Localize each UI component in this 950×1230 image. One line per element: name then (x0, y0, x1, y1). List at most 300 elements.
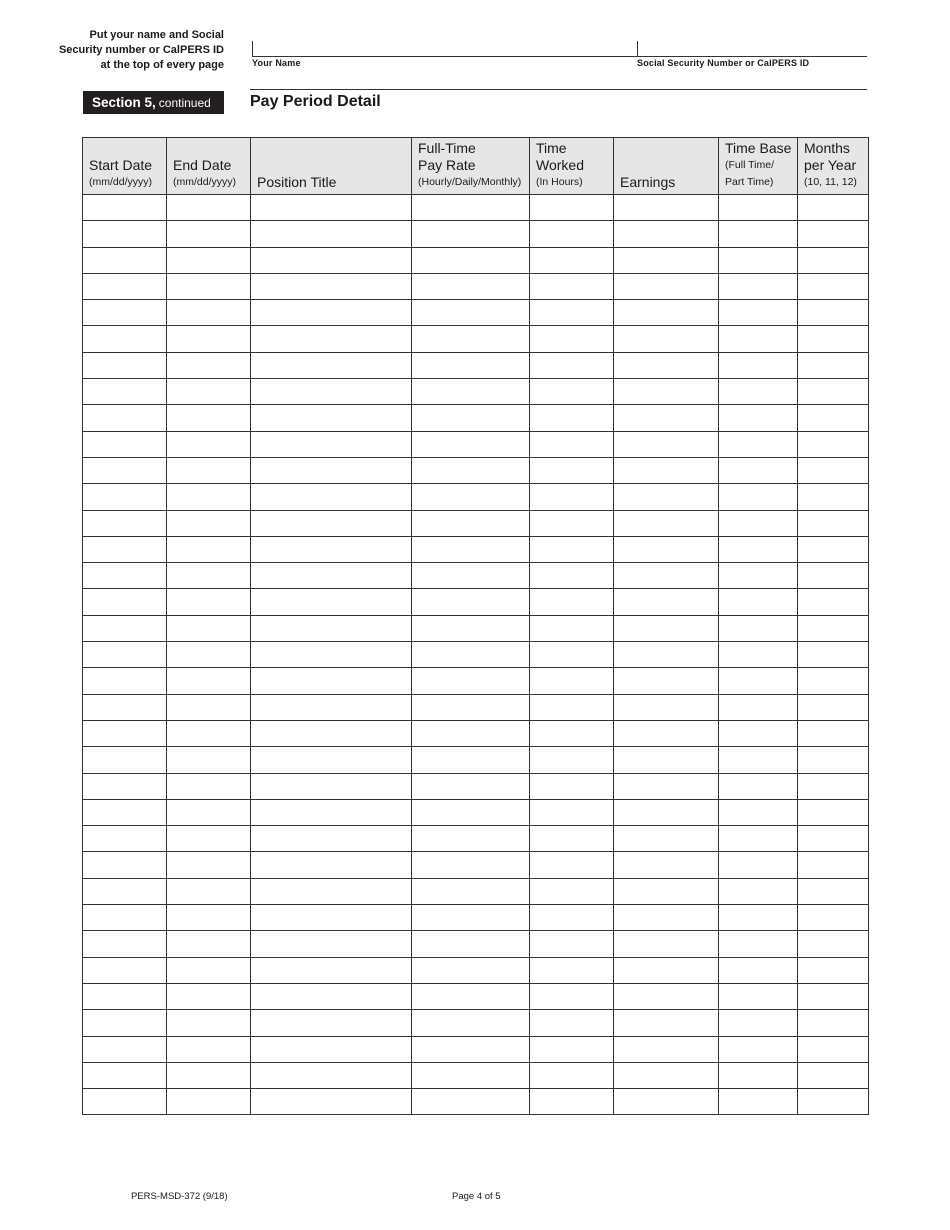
entry-cell[interactable] (614, 195, 719, 221)
entry-cell[interactable] (251, 484, 412, 510)
entry-cell[interactable] (412, 957, 530, 983)
entry-cell[interactable] (719, 773, 798, 799)
entry-cell[interactable] (614, 1062, 719, 1088)
entry-cell[interactable] (530, 431, 614, 457)
entry-cell[interactable] (614, 326, 719, 352)
entry-cell[interactable] (412, 405, 530, 431)
entry-cell[interactable] (719, 957, 798, 983)
table-row (83, 1010, 869, 1036)
entry-cell[interactable] (83, 1062, 167, 1088)
entry-cell[interactable] (798, 615, 869, 641)
pay-period-table (82, 137, 869, 1115)
entry-cell[interactable] (798, 852, 869, 878)
entry-cell[interactable] (719, 484, 798, 510)
entry-cell[interactable] (719, 352, 798, 378)
entry-cell[interactable] (83, 1036, 167, 1062)
entry-cell[interactable] (530, 589, 614, 615)
table-row (83, 405, 869, 431)
entry-cell[interactable] (83, 484, 167, 510)
entry-cell[interactable] (412, 536, 530, 562)
entry-cell[interactable] (167, 826, 251, 852)
entry-cell[interactable] (167, 1089, 251, 1115)
entry-cell[interactable] (530, 668, 614, 694)
entry-cell[interactable] (167, 536, 251, 562)
entry-cell[interactable] (798, 931, 869, 957)
entry-cell[interactable] (412, 300, 530, 326)
entry-cell[interactable] (614, 221, 719, 247)
entry-cell[interactable] (614, 352, 719, 378)
entry-cell[interactable] (251, 694, 412, 720)
entry-cell[interactable] (798, 589, 869, 615)
entry-cell[interactable] (412, 1010, 530, 1036)
entry-cell[interactable] (530, 878, 614, 904)
entry-cell[interactable] (798, 221, 869, 247)
table-row (83, 694, 869, 720)
entry-cell[interactable] (83, 536, 167, 562)
entry-cell[interactable] (167, 195, 251, 221)
entry-cell[interactable] (167, 405, 251, 431)
entry-cell[interactable] (530, 1010, 614, 1036)
entry-cell[interactable] (167, 983, 251, 1009)
entry-cell[interactable] (167, 221, 251, 247)
entry-cell[interactable] (530, 957, 614, 983)
entry-cell[interactable] (614, 1036, 719, 1062)
entry-cell[interactable] (83, 983, 167, 1009)
entry-cell[interactable] (614, 931, 719, 957)
entry-cell[interactable] (167, 484, 251, 510)
entry-cell[interactable] (251, 799, 412, 825)
table-row (83, 221, 869, 247)
entry-cell[interactable] (83, 405, 167, 431)
table-row (83, 747, 869, 773)
ssn-field[interactable] (637, 41, 867, 57)
entry-cell[interactable] (798, 642, 869, 668)
header-instructions (59, 28, 224, 73)
entry-cell[interactable] (83, 195, 167, 221)
entry-cell[interactable] (614, 405, 719, 431)
entry-cell[interactable] (530, 510, 614, 536)
entry-cell[interactable] (530, 747, 614, 773)
entry-cell[interactable] (412, 1089, 530, 1115)
entry-cell[interactable] (412, 247, 530, 273)
entry-cell[interactable] (798, 195, 869, 221)
entry-cell[interactable] (412, 852, 530, 878)
entry-cell[interactable] (719, 826, 798, 852)
entry-cell[interactable] (83, 352, 167, 378)
entry-cell[interactable] (614, 957, 719, 983)
entry-cell[interactable] (719, 326, 798, 352)
entry-cell[interactable] (167, 747, 251, 773)
entry-cell[interactable] (412, 563, 530, 589)
entry-cell[interactable] (530, 221, 614, 247)
entry-cell[interactable] (798, 826, 869, 852)
entry-cell[interactable] (83, 905, 167, 931)
entry-cell[interactable] (614, 379, 719, 405)
entry-cell[interactable] (530, 931, 614, 957)
entry-cell[interactable] (798, 1089, 869, 1115)
entry-cell[interactable] (83, 852, 167, 878)
entry-cell[interactable] (412, 195, 530, 221)
entry-cell[interactable] (251, 1062, 412, 1088)
entry-cell[interactable] (614, 615, 719, 641)
entry-cell[interactable] (614, 536, 719, 562)
entry-cell[interactable] (614, 852, 719, 878)
entry-cell[interactable] (251, 589, 412, 615)
entry-cell[interactable] (83, 826, 167, 852)
entry-cell[interactable] (614, 247, 719, 273)
entry-cell[interactable] (530, 273, 614, 299)
entry-cell[interactable] (167, 694, 251, 720)
entry-cell[interactable] (251, 983, 412, 1009)
entry-cell[interactable] (167, 852, 251, 878)
entry-cell[interactable] (530, 326, 614, 352)
entry-cell[interactable] (412, 510, 530, 536)
entry-cell[interactable] (83, 273, 167, 299)
entry-cell[interactable] (719, 247, 798, 273)
entry-cell[interactable] (167, 352, 251, 378)
entry-cell[interactable] (719, 799, 798, 825)
entry-cell[interactable] (798, 300, 869, 326)
table-row (83, 273, 869, 299)
entry-cell[interactable] (614, 431, 719, 457)
entry-cell[interactable] (251, 563, 412, 589)
entry-cell[interactable] (83, 221, 167, 247)
entry-cell[interactable] (412, 1036, 530, 1062)
entry-cell[interactable] (167, 773, 251, 799)
entry-cell[interactable] (167, 1010, 251, 1036)
entry-cell[interactable] (83, 300, 167, 326)
entry-cell[interactable] (412, 273, 530, 299)
entry-cell[interactable] (251, 957, 412, 983)
entry-cell[interactable] (798, 905, 869, 931)
entry-cell[interactable] (614, 510, 719, 536)
entry-cell[interactable] (412, 589, 530, 615)
entry-cell[interactable] (530, 405, 614, 431)
entry-cell[interactable] (798, 957, 869, 983)
entry-cell[interactable] (798, 431, 869, 457)
entry-cell[interactable] (83, 615, 167, 641)
entry-cell[interactable] (167, 905, 251, 931)
entry-cell[interactable] (251, 431, 412, 457)
entry-cell[interactable] (167, 720, 251, 746)
entry-cell[interactable] (251, 536, 412, 562)
entry-cell[interactable] (251, 379, 412, 405)
entry-cell[interactable] (530, 1036, 614, 1062)
entry-cell[interactable] (167, 273, 251, 299)
entry-cell[interactable] (251, 195, 412, 221)
entry-cell[interactable] (167, 957, 251, 983)
entry-cell[interactable] (614, 589, 719, 615)
entry-cell[interactable] (719, 747, 798, 773)
entry-cell[interactable] (798, 1062, 869, 1088)
table-row (83, 668, 869, 694)
entry-cell[interactable] (530, 247, 614, 273)
entry-cell[interactable] (251, 668, 412, 694)
entry-cell[interactable] (719, 195, 798, 221)
entry-cell[interactable] (530, 457, 614, 483)
entry-cell[interactable] (167, 457, 251, 483)
col-end-date: End Date (mm/dd/yyyy) (167, 138, 251, 195)
entry-cell[interactable] (614, 1089, 719, 1115)
entry-cell[interactable] (251, 352, 412, 378)
entry-cell[interactable] (83, 694, 167, 720)
entry-cell[interactable] (83, 326, 167, 352)
entry-cell[interactable] (412, 720, 530, 746)
entry-cell[interactable] (412, 379, 530, 405)
entry-cell[interactable] (83, 1089, 167, 1115)
entry-cell[interactable] (412, 773, 530, 799)
entry-cell[interactable] (251, 747, 412, 773)
entry-cell[interactable] (412, 747, 530, 773)
entry-cell[interactable] (719, 668, 798, 694)
entry-cell[interactable] (798, 457, 869, 483)
entry-cell[interactable] (83, 589, 167, 615)
entry-cell[interactable] (251, 826, 412, 852)
entry-cell[interactable] (251, 720, 412, 746)
entry-cell[interactable] (167, 326, 251, 352)
entry-cell[interactable] (614, 668, 719, 694)
entry-cell[interactable] (251, 273, 412, 299)
entry-cell[interactable] (719, 615, 798, 641)
entry-cell[interactable] (719, 536, 798, 562)
entry-cell[interactable] (798, 694, 869, 720)
entry-cell[interactable] (530, 484, 614, 510)
your-name-field[interactable] (252, 41, 638, 57)
entry-cell[interactable] (83, 773, 167, 799)
entry-cell[interactable] (412, 457, 530, 483)
entry-cell[interactable] (251, 878, 412, 904)
entry-cell[interactable] (614, 563, 719, 589)
entry-cell[interactable] (83, 747, 167, 773)
entry-cell[interactable] (412, 931, 530, 957)
entry-cell[interactable] (530, 799, 614, 825)
entry-cell[interactable] (83, 668, 167, 694)
entry-cell[interactable] (251, 1010, 412, 1036)
entry-cell[interactable] (798, 720, 869, 746)
entry-cell[interactable] (614, 826, 719, 852)
entry-cell[interactable] (167, 615, 251, 641)
entry-cell[interactable] (530, 642, 614, 668)
entry-cell[interactable] (719, 720, 798, 746)
entry-cell[interactable] (530, 352, 614, 378)
entry-cell[interactable] (412, 826, 530, 852)
entry-cell[interactable] (719, 905, 798, 931)
entry-cell[interactable] (530, 694, 614, 720)
entry-cell[interactable] (614, 983, 719, 1009)
entry-cell[interactable] (83, 510, 167, 536)
entry-cell[interactable] (614, 694, 719, 720)
entry-cell[interactable] (83, 379, 167, 405)
entry-cell[interactable] (412, 484, 530, 510)
entry-cell[interactable] (798, 536, 869, 562)
table-row (83, 983, 869, 1009)
entry-cell[interactable] (167, 668, 251, 694)
entry-cell[interactable] (614, 300, 719, 326)
table-row (83, 563, 869, 589)
entry-cell[interactable] (798, 983, 869, 1009)
entry-cell[interactable] (167, 589, 251, 615)
table-row (83, 484, 869, 510)
entry-cell[interactable] (412, 326, 530, 352)
entry-cell[interactable] (251, 247, 412, 273)
entry-cell[interactable] (530, 1089, 614, 1115)
entry-cell[interactable] (798, 773, 869, 799)
entry-cell[interactable] (719, 457, 798, 483)
entry-cell[interactable] (798, 247, 869, 273)
entry-cell[interactable] (798, 510, 869, 536)
entry-cell[interactable] (251, 1089, 412, 1115)
entry-cell[interactable] (251, 931, 412, 957)
entry-cell[interactable] (412, 668, 530, 694)
entry-cell[interactable] (614, 747, 719, 773)
entry-cell[interactable] (83, 799, 167, 825)
entry-cell[interactable] (83, 878, 167, 904)
entry-cell[interactable] (412, 694, 530, 720)
entry-cell[interactable] (167, 642, 251, 668)
entry-cell[interactable] (798, 352, 869, 378)
entry-cell[interactable] (798, 379, 869, 405)
entry-cell[interactable] (530, 983, 614, 1009)
entry-cell[interactable] (719, 589, 798, 615)
entry-cell[interactable] (614, 720, 719, 746)
entry-cell[interactable] (798, 563, 869, 589)
entry-cell[interactable] (530, 1062, 614, 1088)
entry-cell[interactable] (614, 273, 719, 299)
entry-cell[interactable] (719, 379, 798, 405)
entry-cell[interactable] (798, 405, 869, 431)
entry-cell[interactable] (530, 615, 614, 641)
entry-cell[interactable] (251, 457, 412, 483)
entry-cell[interactable] (167, 1062, 251, 1088)
entry-cell[interactable] (167, 878, 251, 904)
entry-cell[interactable] (798, 668, 869, 694)
entry-cell[interactable] (798, 878, 869, 904)
entry-cell[interactable] (251, 510, 412, 536)
table-row (83, 247, 869, 273)
entry-cell[interactable] (167, 379, 251, 405)
entry-cell[interactable] (251, 773, 412, 799)
entry-cell[interactable] (530, 195, 614, 221)
entry-cell[interactable] (412, 431, 530, 457)
entry-cell[interactable] (251, 642, 412, 668)
entry-cell[interactable] (719, 221, 798, 247)
entry-cell[interactable] (83, 720, 167, 746)
entry-cell[interactable] (167, 510, 251, 536)
entry-cell[interactable] (530, 720, 614, 746)
entry-cell[interactable] (251, 1036, 412, 1062)
entry-cell[interactable] (798, 1036, 869, 1062)
entry-cell[interactable] (798, 747, 869, 773)
entry-cell[interactable] (412, 983, 530, 1009)
entry-cell[interactable] (83, 642, 167, 668)
entry-cell[interactable] (719, 694, 798, 720)
entry-cell[interactable] (719, 1010, 798, 1036)
entry-cell[interactable] (167, 300, 251, 326)
entry-cell[interactable] (719, 300, 798, 326)
entry-cell[interactable] (251, 852, 412, 878)
entry-cell[interactable] (83, 957, 167, 983)
entry-cell[interactable] (412, 615, 530, 641)
entry-cell[interactable] (798, 1010, 869, 1036)
entry-cell[interactable] (719, 852, 798, 878)
entry-cell[interactable] (719, 642, 798, 668)
entry-cell[interactable] (719, 405, 798, 431)
entry-cell[interactable] (530, 300, 614, 326)
entry-cell[interactable] (614, 773, 719, 799)
entry-cell[interactable] (251, 326, 412, 352)
entry-cell[interactable] (719, 878, 798, 904)
entry-cell[interactable] (530, 826, 614, 852)
entry-cell[interactable] (614, 484, 719, 510)
col-months-per-year: Months per Year (10, 11, 12) (798, 138, 869, 195)
entry-cell[interactable] (530, 563, 614, 589)
entry-cell[interactable] (251, 615, 412, 641)
entry-cell[interactable] (412, 905, 530, 931)
entry-cell[interactable] (251, 300, 412, 326)
entry-cell[interactable] (719, 431, 798, 457)
entry-cell[interactable] (83, 431, 167, 457)
entry-cell[interactable] (167, 931, 251, 957)
entry-cell[interactable] (251, 405, 412, 431)
entry-cell[interactable] (412, 352, 530, 378)
entry-cell[interactable] (530, 905, 614, 931)
entry-cell[interactable] (798, 799, 869, 825)
entry-cell[interactable] (719, 563, 798, 589)
entry-cell[interactable] (412, 878, 530, 904)
entry-cell[interactable] (614, 1010, 719, 1036)
entry-cell[interactable] (167, 247, 251, 273)
entry-cell[interactable] (83, 563, 167, 589)
table-row (83, 957, 869, 983)
entry-cell[interactable] (83, 1010, 167, 1036)
entry-cell[interactable] (614, 878, 719, 904)
entry-cell[interactable] (719, 510, 798, 536)
entry-cell[interactable] (167, 431, 251, 457)
entry-cell[interactable] (530, 852, 614, 878)
table-row (83, 300, 869, 326)
entry-cell[interactable] (719, 983, 798, 1009)
entry-cell[interactable] (614, 905, 719, 931)
entry-cell[interactable] (83, 457, 167, 483)
entry-cell[interactable] (719, 1036, 798, 1062)
entry-cell[interactable] (530, 536, 614, 562)
entry-cell[interactable] (614, 799, 719, 825)
entry-cell[interactable] (719, 273, 798, 299)
entry-cell[interactable] (614, 457, 719, 483)
entry-cell[interactable] (530, 379, 614, 405)
table-row (83, 195, 869, 221)
entry-cell[interactable] (412, 1062, 530, 1088)
entry-cell[interactable] (614, 642, 719, 668)
entry-cell[interactable] (167, 563, 251, 589)
entry-cell[interactable] (167, 1036, 251, 1062)
entry-cell[interactable] (719, 931, 798, 957)
entry-cell[interactable] (412, 799, 530, 825)
entry-cell[interactable] (798, 273, 869, 299)
entry-cell[interactable] (798, 326, 869, 352)
entry-cell[interactable] (412, 221, 530, 247)
entry-cell[interactable] (251, 905, 412, 931)
entry-cell[interactable] (167, 799, 251, 825)
entry-cell[interactable] (83, 931, 167, 957)
entry-cell[interactable] (798, 484, 869, 510)
entry-cell[interactable] (83, 247, 167, 273)
entry-cell[interactable] (251, 221, 412, 247)
entry-cell[interactable] (412, 642, 530, 668)
entry-cell[interactable] (530, 773, 614, 799)
entry-cell[interactable] (719, 1062, 798, 1088)
entry-cell[interactable] (719, 1089, 798, 1115)
